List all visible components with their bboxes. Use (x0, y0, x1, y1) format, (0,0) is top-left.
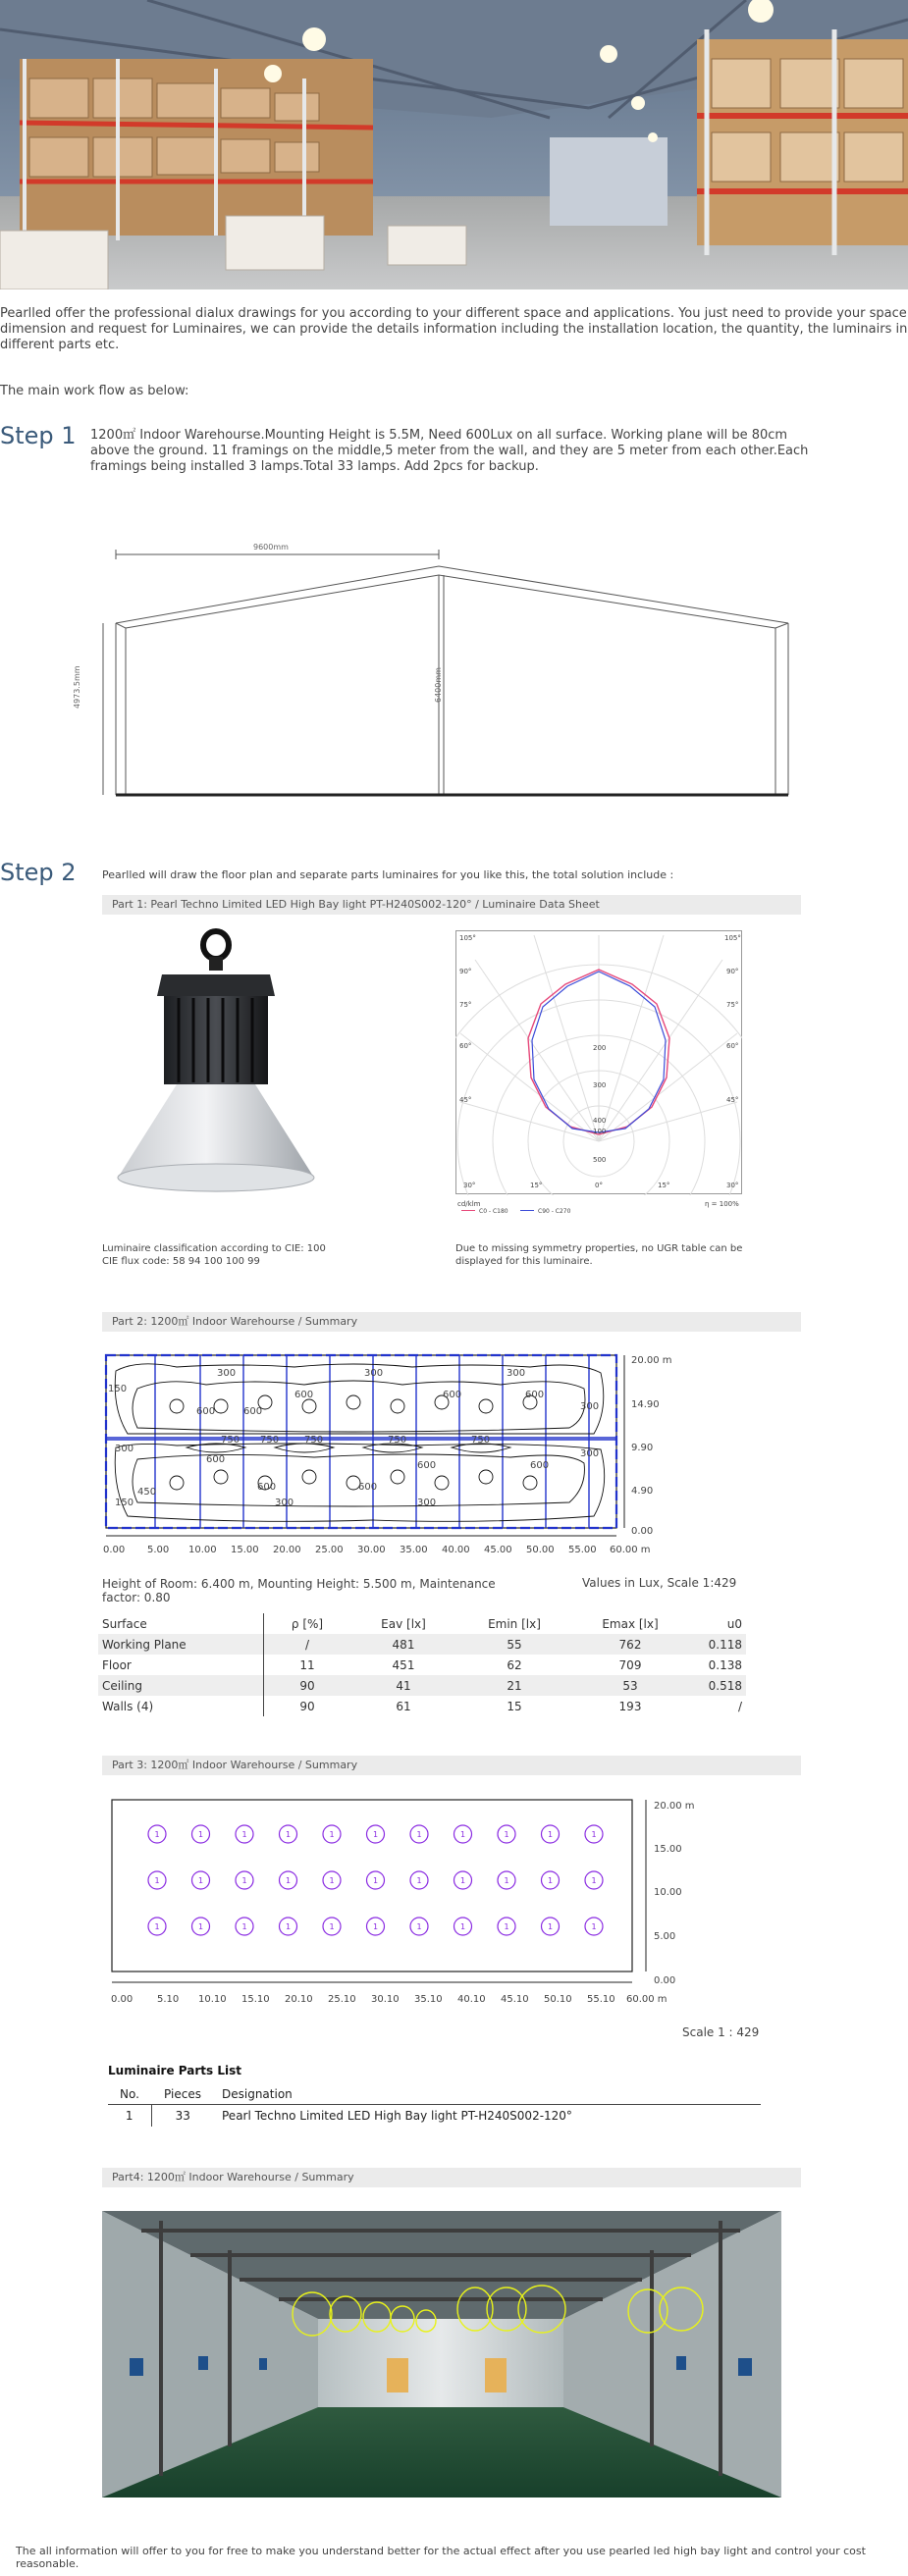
luminaire-marker-label: 1 (241, 1876, 247, 1885)
warehouse-section-drawing (98, 530, 805, 805)
parts-list-table (108, 2084, 761, 2127)
isolux-label: 300 (364, 1368, 384, 1379)
polar-angle-90-right: 90° (726, 968, 739, 975)
x-tick: 20.00 (273, 1545, 301, 1555)
x-tick: 10.10 (198, 1994, 227, 2005)
y-tick: 0.00 (631, 1526, 654, 1537)
x-tick: 40.10 (457, 1994, 486, 2005)
part2-title-bar: Part 2: 1200㎡ Indoor Warehourse / Summary (102, 1312, 801, 1332)
dim-width-label: 9600mm (253, 543, 289, 552)
table-cell: 21 (456, 1675, 572, 1696)
dim-center-label: 6400mm (434, 667, 443, 703)
polar-angle-90-left: 90° (459, 968, 472, 975)
polar-angle-30-left: 30° (463, 1182, 476, 1189)
luminaire-marker-label: 1 (591, 1922, 597, 1931)
table-cell: 15 (507, 1699, 522, 1713)
x-tick: 0.00 (103, 1545, 126, 1555)
polar-ring-label: 300 (593, 1081, 607, 1089)
values-info: Values in Lux, Scale 1:429 (582, 1576, 737, 1590)
luminaire-layout-plan (108, 1796, 658, 1992)
y-tick: 15.00 (654, 1844, 682, 1855)
step2-text: Pearlled will draw the floor plan and separate parts luminaires for you like this, the total solution include : (102, 868, 674, 881)
polar-angle-60-right: 60° (726, 1042, 739, 1050)
luminaire-marker-label: 1 (416, 1830, 422, 1839)
polar-angle-45-right: 45° (726, 1096, 739, 1104)
polar-angle-45-left: 45° (459, 1096, 472, 1104)
y-tick: 20.00 m (654, 1801, 695, 1812)
y-tick: 20.00 m (631, 1355, 672, 1366)
luminaire-marker-label: 1 (154, 1830, 160, 1839)
isolux-label: 450 (137, 1487, 157, 1498)
step1-title: Step 1 (0, 422, 77, 449)
table-cell: 53 (572, 1675, 688, 1696)
table-cell: / (737, 1699, 742, 1713)
isolux-label: 750 (471, 1435, 491, 1446)
table-cell: 62 (507, 1657, 522, 1672)
table-cell: 11 (264, 1655, 351, 1675)
luminaire-marker-label: 1 (329, 1876, 335, 1885)
table-cell: 55 (456, 1634, 572, 1655)
table-cell: 762 (572, 1634, 688, 1655)
y-tick: 14.90 (631, 1399, 660, 1410)
isolux-label: 300 (217, 1368, 237, 1379)
luminaire-marker-label: 1 (547, 1830, 554, 1839)
header-cell: ρ [%] (264, 1613, 351, 1634)
table-cell: Working Plane (98, 1634, 264, 1655)
isolux-label: 750 (304, 1435, 324, 1446)
luminaire-image (108, 927, 324, 1202)
polar-eta: η = 100% (705, 1200, 739, 1208)
polar-angle-15-right: 15° (658, 1182, 670, 1189)
luminaire-marker-label: 1 (416, 1922, 422, 1931)
part4-title-bar: Part4: 1200㎡ Indoor Warehourse / Summary (102, 2168, 801, 2187)
table-cell: 451 (392, 1657, 415, 1672)
table-cell: 0.138 (708, 1657, 742, 1672)
luminaire-marker-label: 1 (285, 1922, 292, 1931)
scale-label: Scale 1 : 429 (682, 2025, 760, 2039)
isolux-label: 300 (417, 1498, 437, 1508)
table-cell: 193 (618, 1699, 642, 1713)
table-row (108, 2105, 761, 2128)
polar-ring-label: 500 (593, 1156, 607, 1164)
luminaire-marker-label: 1 (459, 1876, 466, 1885)
isolux-label: 600 (206, 1454, 226, 1465)
polar-angle-0: 0° (595, 1182, 603, 1189)
warehouse-photo (0, 0, 908, 289)
x-tick: 20.10 (285, 1994, 313, 2005)
luminaire-marker-label: 1 (197, 1876, 204, 1885)
room-info: Height of Room: 6.400 m, Mounting Height: 5.500 m, Maintenance factor: 0.80 (102, 1577, 496, 1604)
polar-legend-c0: C0 - C180 (479, 1208, 508, 1215)
polar-ring-label: 200 (593, 1044, 607, 1052)
x-tick: 40.00 (442, 1545, 470, 1555)
isolux-label: 600 (525, 1390, 545, 1400)
x-tick: 35.10 (414, 1994, 443, 2005)
x-tick: 45.10 (501, 1994, 529, 2005)
luminaire-marker-label: 1 (372, 1876, 379, 1885)
luminaire-marker-label: 1 (285, 1830, 292, 1839)
x-tick: 50.10 (544, 1994, 572, 2005)
luminaire-marker-label: 1 (329, 1922, 335, 1931)
isolux-label: 600 (196, 1406, 216, 1417)
isolux-label: 600 (294, 1390, 314, 1400)
header-cell: Eav [lx] (381, 1616, 426, 1631)
polar-angle-75-right: 75° (726, 1001, 739, 1009)
x-tick: 30.00 (357, 1545, 386, 1555)
luminaire-marker-label: 1 (241, 1830, 247, 1839)
isolux-label: 750 (221, 1435, 240, 1446)
dim-left-label: 4973.5mm (73, 665, 81, 709)
table-cell: 41 (350, 1675, 456, 1696)
isolux-label: 150 (108, 1384, 128, 1394)
luminaire-marker-label: 1 (285, 1876, 292, 1885)
rendering-3d (102, 2211, 781, 2497)
part1-title-bar: Part 1: Pearl Techno Limited LED High Bay light PT-H240S002-120° / Luminaire Data Sheet (102, 895, 801, 915)
x-tick: 25.10 (328, 1994, 356, 2005)
luminaire-marker-label: 1 (504, 1922, 509, 1931)
isolux-label: 300 (507, 1368, 526, 1379)
y-tick: 5.00 (654, 1931, 676, 1942)
parts-list-title: Luminaire Parts List (108, 2064, 241, 2077)
table-cell: 90 (264, 1696, 351, 1716)
y-tick: 0.00 (654, 1975, 676, 1986)
table-cell: 0.118 (688, 1634, 746, 1655)
parts-header: Designation (222, 2087, 293, 2101)
x-tick: 15.10 (241, 1994, 270, 2005)
isolux-label: 600 (417, 1460, 437, 1471)
x-tick: 5.00 (147, 1545, 170, 1555)
luminaire-marker-label: 1 (241, 1922, 247, 1931)
x-tick: 0.00 (111, 1994, 134, 2005)
table-cell: 1 (125, 2109, 134, 2123)
x-tick: 45.00 (484, 1545, 512, 1555)
x-tick: 30.10 (371, 1994, 400, 2005)
luminaire-marker-label: 1 (459, 1830, 466, 1839)
x-tick: 25.00 (315, 1545, 344, 1555)
x-tick: 55.00 (568, 1545, 597, 1555)
cie-flux-code: CIE flux code: 58 94 100 100 99 (102, 1256, 260, 1267)
polar-legend-c90: C90 - C270 (538, 1208, 571, 1215)
header-cell: Surface (102, 1616, 147, 1631)
table-row (98, 1634, 746, 1655)
polar-unit: cd/klm (457, 1200, 481, 1208)
table-cell: / (264, 1634, 351, 1655)
polar-legend-swatch-c90 (520, 1210, 534, 1211)
polar-angle-105-right: 105° (724, 934, 741, 942)
step2-title: Step 2 (0, 859, 77, 886)
step1-text: 1200㎡ Indoor Warehourse.Mounting Height is 5.5M, Need 600Lux on all surface. Working plane will be 80cm above the ground. 11 framings on the middle,5 meter from the wall, and they are 5 meter from each other.Each framings being installed 3 lamps.Total 33 lamps. Add 2pcs for backup. (90, 428, 809, 474)
luminaire-marker-label: 1 (329, 1830, 335, 1839)
luminaire-marker-label: 1 (154, 1876, 160, 1885)
luminaire-marker-label: 1 (197, 1830, 204, 1839)
table-cell: 709 (618, 1657, 642, 1672)
table-cell: 61 (396, 1699, 411, 1713)
parts-header: No. (120, 2087, 139, 2101)
isolux-label: 600 (257, 1482, 277, 1493)
luminaire-marker-label: 1 (591, 1830, 597, 1839)
luminaire-marker-label: 1 (197, 1922, 204, 1931)
summary-table (98, 1613, 746, 1716)
y-tick: 9.90 (631, 1443, 654, 1453)
cie-classification: Luminaire classification according to CIE: 100 (102, 1243, 326, 1254)
luminaire-marker-label: 1 (591, 1876, 597, 1885)
x-tick: 35.00 (400, 1545, 428, 1555)
isolux-label: 150 (115, 1498, 134, 1508)
table-cell: Ceiling (98, 1675, 264, 1696)
luminaire-marker-label: 1 (459, 1922, 466, 1931)
y-tick: 10.00 (654, 1887, 682, 1898)
isolux-label: 750 (260, 1435, 280, 1446)
x-tick: 15.00 (231, 1545, 259, 1555)
isolux-label: 600 (358, 1482, 378, 1493)
isolux-label: 600 (243, 1406, 263, 1417)
isolux-label: 300 (275, 1498, 294, 1508)
table-cell: 0.518 (688, 1675, 746, 1696)
intro-paragraph: Pearlled offer the professional dialux drawings for you according to your different space and applications. You just need to provide your space dimension and request for Luminaires, we can provide the details information including the installation location, the quantity, the luminairs in different parts etc. (0, 306, 908, 352)
polar-angle-30-right: 30° (726, 1182, 739, 1189)
luminaire-marker-label: 1 (154, 1922, 160, 1931)
isolux-label: 750 (388, 1435, 407, 1446)
workflow-heading: The main work flow as below: (0, 384, 189, 398)
table-cell: 33 (151, 2105, 214, 2128)
table-cell: 90 (264, 1675, 351, 1696)
part3-title-bar: Part 3: 1200㎡ Indoor Warehourse / Summary (102, 1756, 801, 1775)
luminaire-marker-label: 1 (372, 1922, 379, 1931)
header-cell: Emax [lx] (602, 1616, 659, 1631)
y-tick: 4.90 (631, 1486, 654, 1497)
polar-legend-swatch-c0 (461, 1210, 475, 1211)
polar-angle-15-left: 15° (530, 1182, 543, 1189)
x-tick: 60.00 m (610, 1545, 651, 1555)
x-tick: 10.00 (188, 1545, 217, 1555)
x-tick: 60.00 m (626, 1994, 668, 2005)
isolux-plan (98, 1349, 648, 1555)
parts-header: Pieces (164, 2087, 201, 2101)
luminaire-marker-label: 1 (504, 1830, 509, 1839)
polar-ring-label: 400 (593, 1117, 607, 1125)
polar-angle-75-left: 75° (459, 1001, 472, 1009)
luminaire-marker-label: 1 (416, 1876, 422, 1885)
header-cell: u0 (726, 1616, 742, 1631)
polar-angle-105-left: 105° (459, 934, 476, 942)
table-cell: Pearl Techno Limited LED High Bay light PT-H240S002-120° (222, 2109, 572, 2123)
isolux-label: 600 (530, 1460, 550, 1471)
polar-angle-60-left: 60° (459, 1042, 472, 1050)
table-cell: 481 (350, 1634, 456, 1655)
table-row (98, 1675, 746, 1696)
polar-ring-label: 100 (593, 1128, 607, 1135)
x-tick: 50.00 (526, 1545, 555, 1555)
luminaire-marker-label: 1 (504, 1876, 509, 1885)
x-tick: 55.10 (587, 1994, 615, 2005)
table-row (98, 1696, 746, 1716)
luminaire-marker-label: 1 (547, 1876, 554, 1885)
footer-note: The all information will offer to you for free to make you understand better for the actual effect after you use pearled led high bay light and control your cost reasonable. (16, 2545, 866, 2570)
table-cell: Floor (102, 1657, 132, 1672)
isolux-label: 300 (580, 1401, 600, 1412)
isolux-label: 600 (443, 1390, 462, 1400)
luminaire-marker-label: 1 (547, 1922, 554, 1931)
table-row (98, 1655, 746, 1675)
isolux-label: 300 (580, 1448, 600, 1459)
table-cell: Walls (4) (102, 1699, 154, 1713)
isolux-label: 300 (115, 1444, 134, 1454)
ugr-note: Due to missing symmetry properties, no UGR table can be displayed for this luminaire. (455, 1243, 743, 1267)
x-tick: 5.10 (157, 1994, 180, 2005)
header-cell: Emin [lx] (488, 1616, 541, 1631)
luminaire-marker-label: 1 (372, 1830, 379, 1839)
